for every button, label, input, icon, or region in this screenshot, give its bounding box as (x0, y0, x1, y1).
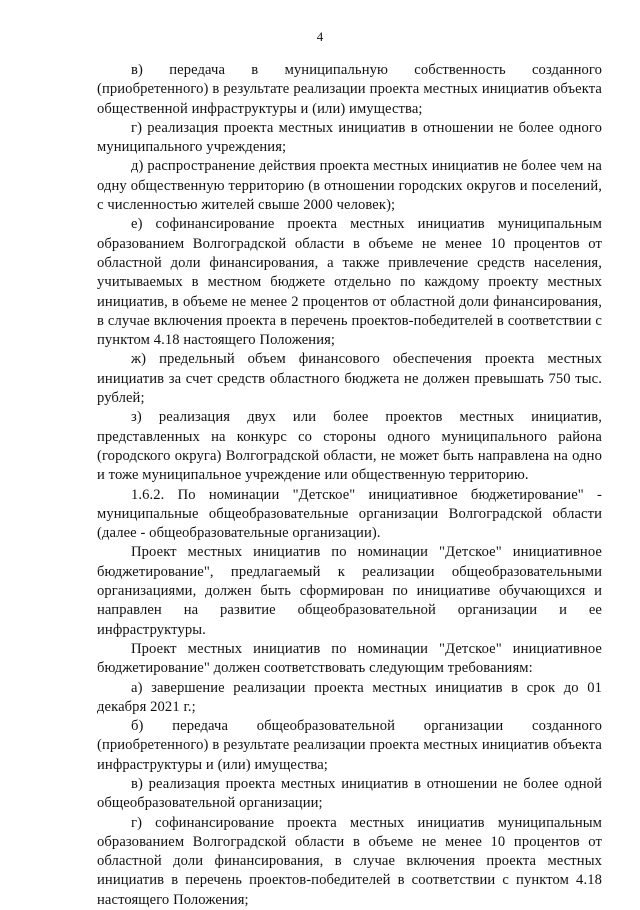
paragraph-d-single-territory: д) распространение действия проекта местных инициатив не более чем на одну общественную территорию (в отношении городских округов и поселений, с численностью жителей свыше 2000 человек); (97, 158, 602, 214)
paragraph-v-ownership-transfer: в) передача в муниципальную собственность созданного (приобретенного) в результате реализации проекта местных инициатив объекта общественной инфраструктуры и (или) имущества; (97, 62, 602, 117)
paragraph-a-deadline: а) завершение реализации проекта местных инициатив в срок до 01 декабря 2021 г.; (97, 679, 602, 715)
paragraph-z-multiple-projects: з) реализация двух или более проектов местных инициатив, представленных на конкурс со стороны одного муниципального района (городского округа) Волгоградской области, не может быть направлена на одно и тоже муниципальное учреждение или общественную территорию. (97, 409, 602, 484)
paragraph-project-formation: Проект местных инициатив по номинации "Детское" инициативное бюджетирование", предлагаемый к реализации общеобразовательными организациями, должен быть сформирован по инициативе обучающихся и направлен на развитие общеобразовательной организации и ее инфраструктуры. (97, 544, 602, 638)
paragraph-1-6-2-nomination: 1.6.2. По номинации "Детское" инициативное бюджетирование" - муниципальные общеобразовательные организации Волгоградской области (далее - общеобразовательные организации). (97, 486, 602, 542)
paragraph-g-cofinancing: г) софинансирование проекта местных инициатив муниципальным образованием Волгоградской области в объеме не менее 10 процентов от областной доли финансирования, в случае включения проекта местных инициатив в перечень проектов-победителей в соответствии с пунктом 4.18 настоящего Положения; (97, 814, 602, 908)
paragraph-zh-funding-limit: ж) предельный объем финансового обеспечения проекта местных инициатив за счет средств областного бюджета не должен превышать 750 тыс. рублей; (97, 351, 602, 407)
document-body (97, 61, 602, 910)
paragraph-requirements-intro: Проект местных инициатив по номинации "Детское" инициативное бюджетирование" должен соответствовать следующим требованиям: (97, 640, 602, 677)
page-number: 4 (316, 29, 324, 44)
paragraph-b-transfer: б) передача общеобразовательной организации созданного (приобретенного) в результате реализации проекта местных инициатив объекта инфраструктуры и (или) имущества; (97, 718, 602, 773)
paragraph-g-single-institution: г) реализация проекта местных инициатив в отношении не более одного муниципального учреждения; (97, 119, 602, 156)
paragraph-e-cofinancing: е) софинансирование проекта местных инициатив муниципальным образованием Волгоградской области в объеме не менее 10 процентов от областной доли финансирования, а также привлечение средств населения, учитываемых в местном бюджете отдельно по каждому проекту местных инициатив, в объеме не менее 2 процентов от областной доли финансирования, в случае включения проекта в перечень проектов-победителей в соответствии с пунктом 4.18 настоящего Положения; (97, 216, 602, 349)
paragraph-v-single-organization: в) реализация проекта местных инициатив в отношении не более одной общеобразовательной организации; (97, 775, 602, 812)
